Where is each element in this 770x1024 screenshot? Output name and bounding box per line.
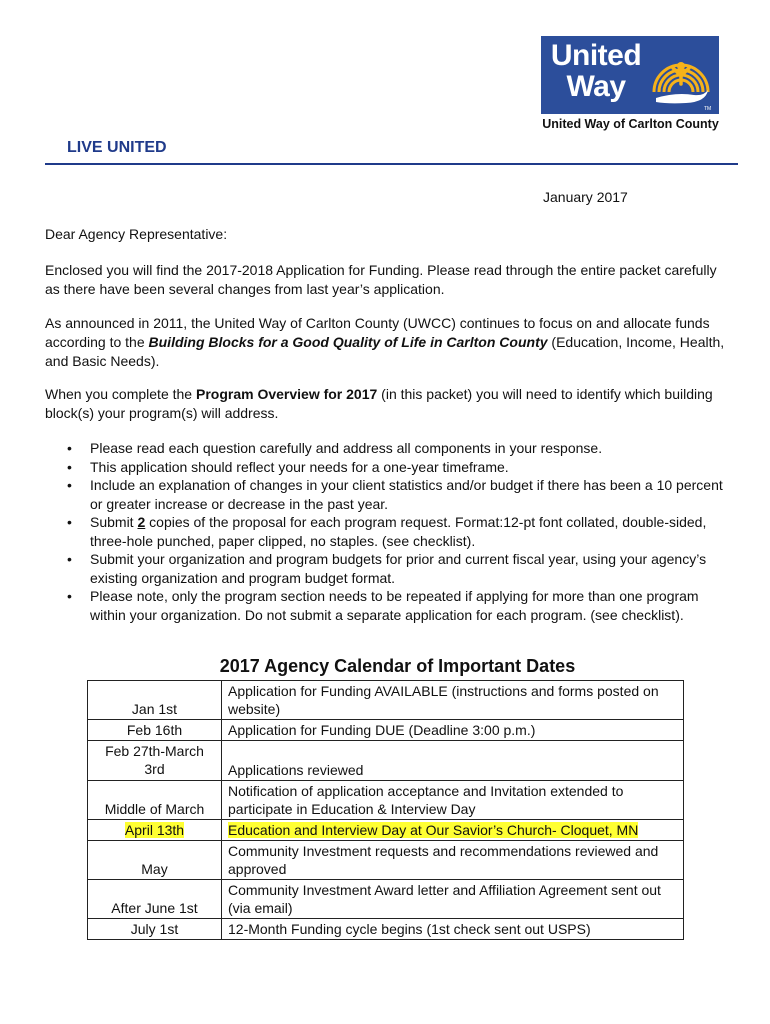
table-row: [88, 880, 684, 919]
calendar-table: [87, 680, 684, 940]
trademark-mark: TM: [704, 106, 712, 112]
table-row: [88, 781, 684, 820]
list-item: [45, 476, 735, 513]
highlighted-event: Education and Interview Day at Our Savior’s Church- Cloquet, MN: [228, 822, 639, 838]
logo-line-1: United: [550, 39, 642, 72]
paragraph-2-text-a: As announced in 2011, the United Way of Carlton County (UWCC) continues to focus on and allocate funds according to the: [45, 315, 710, 350]
list-item-text: This application should reflect your needs for a one-year timeframe.: [90, 458, 509, 475]
event-cell: Community Investment requests and recommendations reviewed and approved: [222, 841, 684, 880]
paragraph-2: [45, 314, 735, 371]
list-item-text-a: Submit: [90, 514, 138, 530]
table-row: [88, 720, 684, 741]
header-divider: [45, 163, 738, 165]
date-cell: Middle of March: [88, 781, 222, 820]
logo-caption: United Way of Carlton County: [542, 117, 719, 131]
logo-line-2: Way: [566, 70, 626, 103]
event-cell: Application for Funding AVAILABLE (instructions and forms posted on website): [222, 681, 684, 720]
building-blocks-emphasis: Building Blocks for a Good Quality of Life in Carlton County: [148, 334, 548, 350]
letter-date: January 2017: [543, 189, 628, 205]
program-overview-emphasis: Program Overview for 2017: [195, 386, 378, 402]
event-cell: 12-Month Funding cycle begins (1st check sent out USPS): [222, 919, 684, 940]
paragraph-1: Enclosed you will find the 2017-2018 Application for Funding. Please read through the entire packet carefully as there have been several changes from last year’s application.: [45, 262, 717, 297]
date-cell: Feb 16th: [88, 720, 222, 741]
slogan-heading: LIVE UNITED: [67, 139, 167, 156]
list-item: [45, 513, 735, 550]
table-row: [88, 919, 684, 940]
table-row: [88, 841, 684, 880]
instructions-list: [45, 439, 735, 624]
list-item-text: Please note, only the program section needs to be repeated if applying for more than one program within your organization. Do not submit a separate application for each program. (see checklist).: [90, 588, 699, 623]
event-cell: [222, 820, 684, 841]
paragraph-3-text-a: When you complete the: [45, 386, 196, 402]
date-cell: [88, 820, 222, 841]
bullet-icon: •: [67, 588, 72, 604]
paragraph-3: [45, 385, 735, 423]
list-item-text: Include an explanation of changes in your client statistics and/or budget if there has been a 10 percent or greater increase or decrease in the past year.: [90, 477, 723, 512]
event-cell: Applications reviewed: [222, 741, 684, 781]
event-cell: Community Investment Award letter and Affiliation Agreement sent out (via email): [222, 880, 684, 919]
list-item-text: Please read each question carefully and address all components in your response.: [90, 440, 603, 456]
bullet-icon: •: [67, 477, 72, 493]
calendar-title: 2017 Agency Calendar of Important Dates: [219, 656, 576, 676]
logo-wordmark: [546, 40, 646, 102]
bullet-icon: •: [67, 458, 72, 475]
salutation: Dear Agency Representative:: [45, 226, 228, 242]
hand-sun-emblem-icon: [646, 40, 716, 112]
paragraph-3-text-c: (in this packet) you will need to identify which building block(s) your program(s) will address.: [45, 386, 713, 421]
bullet-icon: •: [67, 440, 72, 456]
list-item: [45, 587, 735, 624]
list-item: [45, 550, 735, 587]
bullet-icon: •: [67, 551, 72, 567]
list-item: [45, 439, 735, 458]
copies-count: 2: [137, 514, 146, 530]
table-row: [88, 820, 684, 841]
event-cell: Application for Funding DUE (Deadline 3:00 p.m.): [222, 720, 684, 741]
date-cell: May: [88, 841, 222, 880]
date-cell: July 1st: [88, 919, 222, 940]
date-cell: Feb 27th-March 3rd: [88, 741, 222, 781]
bullet-icon: •: [67, 514, 72, 530]
list-item-text: Submit your organization and program budgets for prior and current fiscal year, using your agency’s existing organization and program budget format.: [90, 551, 707, 586]
table-row: [88, 681, 684, 720]
event-cell: Notification of application acceptance and Invitation extended to participate in Education & Interview Day: [222, 781, 684, 820]
highlighted-date: April 13th: [124, 822, 185, 838]
list-item-text-c: copies of the proposal for each program request. Format:12-pt font collated, double-sided, three-hole punched, paper clipped, no staples. (see checklist).: [90, 514, 707, 549]
table-row: [88, 741, 684, 781]
paragraph-2-text-c: (Education, Income, Health, and Basic Needs).: [45, 334, 725, 369]
list-item: [45, 458, 735, 477]
date-cell: Jan 1st: [88, 681, 222, 720]
date-cell: After June 1st: [88, 880, 222, 919]
